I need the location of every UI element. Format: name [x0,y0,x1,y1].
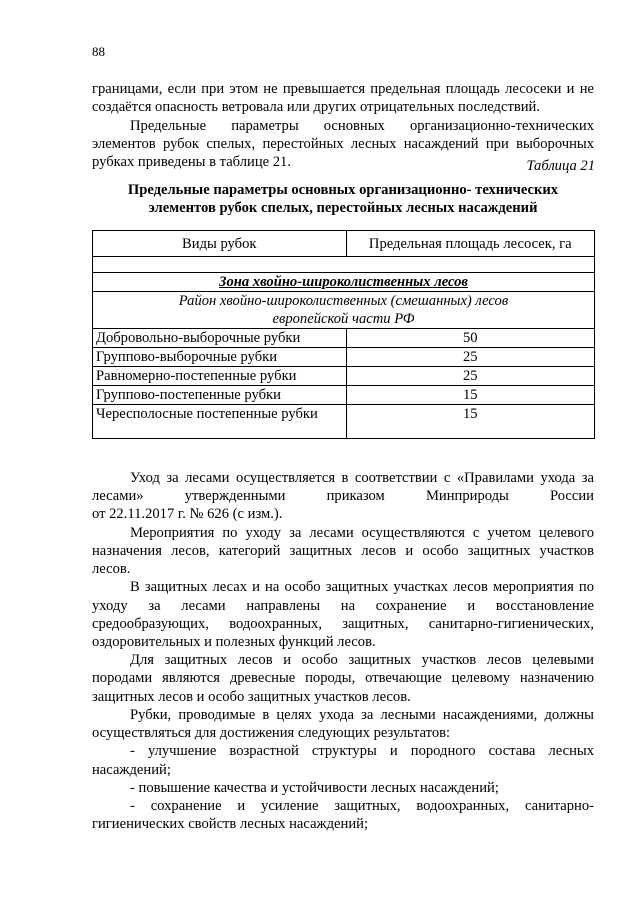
area-cell: 25 [346,348,594,367]
body-line-19: - сохранение и усиление защитных, водоохранных, санитарно- [130,798,594,814]
table-title-line-2: элементов рубок спелых, перестойных лесных насаждений [148,200,538,216]
table-empty-row [93,257,595,273]
body-line-5: назначения лесов, категорий защитных лесов и особо защитных участков [92,543,594,559]
table-region-row [93,292,595,329]
cut-type-cell: Добровольно-выборочные рубки [93,329,347,348]
body-line-12: породами являются древесные породы, отвечающие целевому назначению [92,670,594,686]
limits-table [92,230,595,439]
cut-type-cell: Равномерно-постепенные рубки [93,367,347,386]
cut-type-cell: Группово-выборочные рубки [93,348,347,367]
body-line-6: лесов. [92,561,131,577]
body-line-13: защитных лесов и особо защитных участков лесов. [92,689,411,705]
table-row [93,367,595,386]
region-label [93,292,595,329]
body-line-15: осуществляться для достижения следующих результатов: [92,725,451,741]
header-cut-types: Виды рубок [93,231,347,257]
body-line-11: Для защитных лесов и особо защитных участков лесов целевыми [130,652,594,668]
cut-type-cell: Группово-постепенные рубки [93,386,347,405]
header-max-area: Предельная площадь лесосек, га [346,231,594,257]
region-label-line-2: европейской части РФ [272,311,415,327]
intro-line-2: создаётся опасность ветровала или других отрицательных последствий. [92,99,540,115]
table-title-line-1: Предельные параметры основных организационно- технических [127,182,559,198]
body-line-18: - повышение качества и устойчивости лесных насаждений; [130,780,499,796]
body-line-2: лесами» утвержденными приказом Минприроды России [92,488,594,504]
intro-line-3: Предельные параметры основных организационно-технических [130,118,594,134]
table-caption: Таблица 21 [526,158,595,174]
intro-line-1: границами, если при этом не превышается предельная площадь лесосеки и не [92,81,594,97]
table-row [93,405,595,439]
area-cell: 15 [346,405,594,439]
body-line-1: Уход за лесами осуществляется в соответствии с «Правилами ухода за [130,470,594,486]
zone-label: Зона хвойно-широколиственных лесов [93,273,595,292]
page-number: 88 [92,44,105,59]
body-line-9: средообразующих, водоохранных, защитных, санитарно-гигиенических, [92,616,594,632]
body-line-17: насаждений; [92,762,171,778]
body-line-7: В защитных лесах и на особо защитных участках лесов мероприятия по [130,579,594,595]
intro-line-4: элементов рубок спелых, перестойных лесных насаждений при выборочных [92,136,594,152]
body-line-8: уходу за лесами направлены на сохранение и восстановление [92,598,594,614]
region-label-line-1: Район хвойно-широколиственных (смешанных) лесов [178,293,509,309]
table-row [93,348,595,367]
body-line-4: Мероприятия по уходу за лесами осуществляются с учетом целевого [130,525,594,541]
table-row [93,329,595,348]
body-line-14: Рубки, проводимые в целях ухода за лесными насаждениями, должны [130,707,594,723]
table-header-row [93,231,595,257]
area-cell: 25 [346,367,594,386]
cut-type-cell: Чересполосные постепенные рубки [93,405,347,439]
intro-line-5: рубках приведены в таблице 21. [92,154,292,170]
table-zone-row [93,273,595,292]
body-line-3: от 22.11.2017 г. № 626 (с изм.). [92,506,283,522]
table-row [93,386,595,405]
area-cell: 50 [346,329,594,348]
body-line-16: - улучшение возрастной структуры и породного состава лесных [130,743,594,759]
body-line-10: оздоровительных и полезных функций лесов. [92,634,376,650]
body-line-20: гигиенических свойств лесных насаждений; [92,816,369,832]
area-cell: 15 [346,386,594,405]
